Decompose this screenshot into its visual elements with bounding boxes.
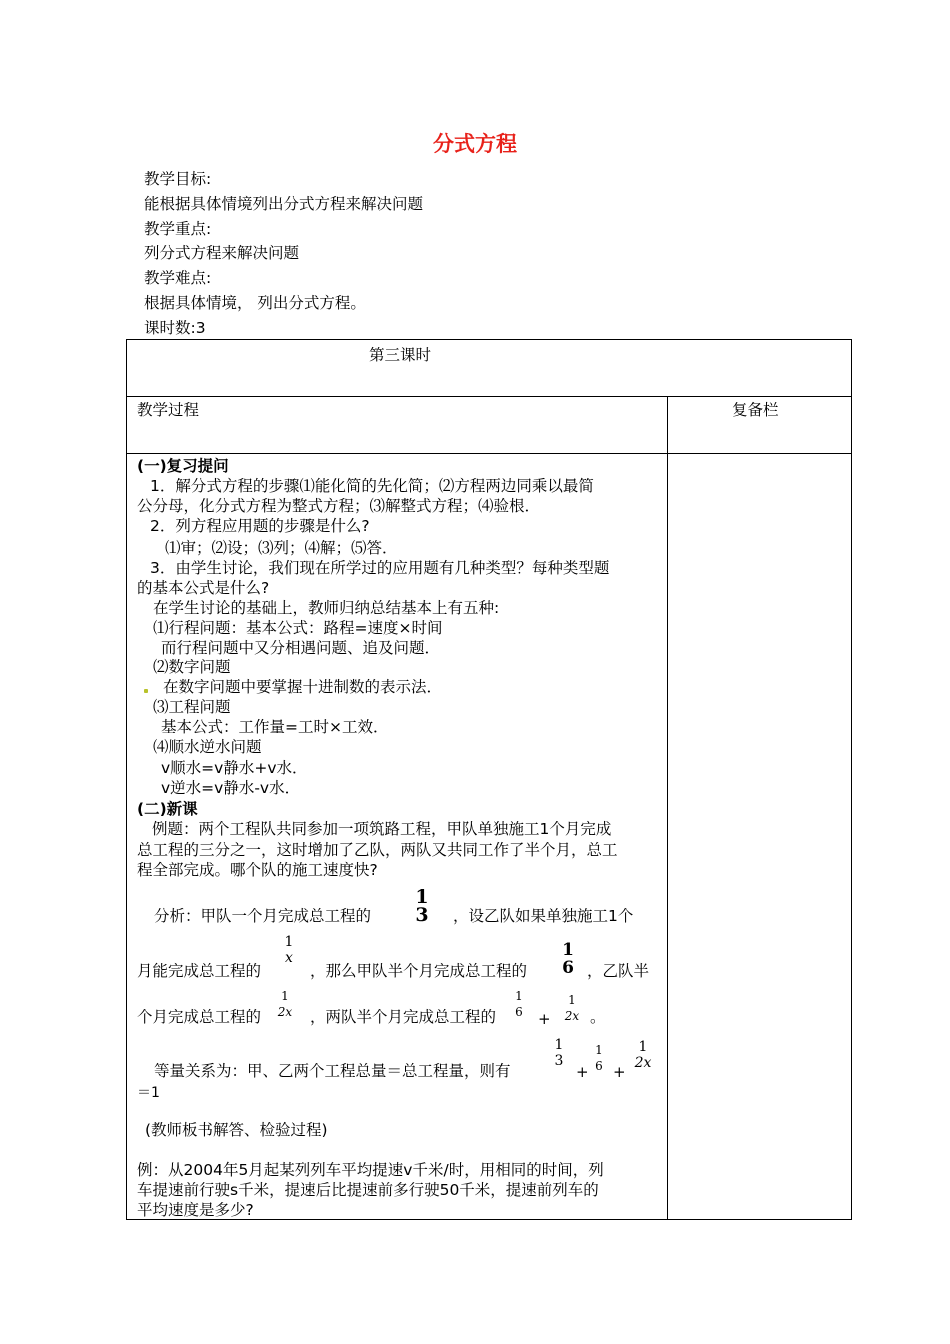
review-line: 1．解分式方程的步骤⑴能化简的先化简；⑵方程两边同乘以最简	[150, 477, 594, 495]
review-line: ⑶工程问题	[153, 698, 231, 716]
review-line: 3．由学生讨论，我们现在所学过的应用题有几种类型？每种类型题	[150, 559, 610, 577]
intro-key-text: 列分式方程来解决问题	[144, 244, 300, 262]
analysis-text: ，那么甲队半个月完成总工程的	[310, 962, 528, 980]
analysis-text: 分析：甲队一个月完成总工程的	[154, 907, 372, 925]
fraction-one-2x: 1 2x	[277, 989, 293, 1019]
review-line: ⑵数字问题	[153, 658, 231, 676]
review-line: v顺水=v静水+v水．	[161, 759, 308, 777]
analysis-text: 个月完成总工程的	[137, 1008, 262, 1026]
plus-sign: +	[613, 1063, 626, 1081]
intro-periods: 课时数:3	[144, 319, 206, 337]
fraction-one-sixth: 1 6	[515, 989, 523, 1019]
fraction-one-third: 1 3	[554, 1037, 564, 1069]
review-heading: (一)复习提问	[137, 457, 229, 475]
equation-text: 等量关系为：甲、乙两个工程总量＝总工程量，则有	[154, 1062, 511, 1080]
table-column-divider	[667, 396, 668, 1219]
process-header: 教学过程	[137, 401, 200, 419]
example-line: 例题：两个工程队共同参加一项筑路工程，甲队单独施工1个月完成	[152, 820, 612, 838]
analysis-text: ，设乙队如果单独施工1个	[453, 907, 634, 925]
equals-one: ＝1	[137, 1085, 160, 1101]
lesson-label: 第三课时	[369, 346, 432, 364]
fraction-one-sixth: 1 6	[595, 1043, 603, 1073]
review-line: 公分母，化分式方程为整式方程；⑶解整式方程；⑷验根．	[137, 497, 541, 515]
example2-line: 例：从2004年5月起某列列车平均提速v千米/时，用相同的时间，列	[137, 1161, 604, 1179]
intro-difficulty-text: 根据具体情境， 列出分式方程。	[144, 294, 366, 312]
plus-sign: +	[576, 1063, 589, 1081]
review-line: 而行程问题中又分相遇问题、追及问题．	[161, 639, 441, 657]
intro-goal-text: 能根据具体情境列出分式方程来解决问题	[144, 195, 424, 213]
table-divider	[127, 396, 851, 397]
review-line: 在学生讨论的基础上，教师归纳总结基本上有五种:	[153, 599, 500, 617]
review-line: 的基本公式是什么?	[137, 579, 270, 597]
plus-sign: +	[538, 1010, 551, 1028]
example2-line: 车提速前行驶s千米，提速后比提速前多行驶50千米，提速前列车的	[137, 1181, 599, 1199]
review-line: ⑷顺水逆水问题	[153, 738, 262, 756]
fraction-one-2x: 1 2x	[564, 993, 580, 1023]
fraction-one-2x: 1 2x	[634, 1039, 652, 1071]
review-line: 基本公式：工作量=工时×工效．	[161, 718, 389, 736]
intro-key-label: 教学重点:	[144, 220, 212, 238]
intro-goal-label: 教学目标:	[144, 170, 212, 188]
annotation-mark	[144, 689, 148, 693]
example2-line: 平均速度是多少?	[137, 1201, 254, 1219]
analysis-text: 月能完成总工程的	[137, 962, 262, 980]
analysis-text: 。	[590, 1008, 606, 1026]
analysis-text: ，两队半个月完成总工程的	[310, 1008, 497, 1026]
review-line: ⑴行程问题：基本公式：路程=速度×时间	[153, 619, 443, 637]
intro-difficulty-label: 教学难点:	[144, 269, 212, 287]
review-line: 在数字问题中要掌握十进制数的表示法．	[163, 678, 443, 696]
review-line: ⑴审；⑵设；⑶列；⑷解；⑸答．	[165, 539, 398, 557]
notes-header: 复备栏	[732, 401, 779, 419]
board-note: (教师板书解答、检验过程)	[145, 1121, 328, 1139]
review-line: 2．列方程应用题的步骤是什么?	[150, 517, 370, 535]
table-divider	[127, 453, 851, 454]
example-line: 总工程的三分之一，这时增加了乙队，两队又共同工作了半个月，总工	[137, 841, 618, 859]
example-line: 程全部完成。哪个队的施工速度快?	[137, 861, 378, 879]
fraction-one-sixth: 1 6	[562, 940, 574, 978]
review-line: v逆水=v静水-v水．	[161, 779, 301, 797]
fraction-one-third: 1 3	[415, 886, 429, 926]
analysis-text: ，乙队半	[587, 962, 650, 980]
page-title: 分式方程	[433, 132, 517, 156]
lesson-table	[126, 339, 852, 1220]
new-lesson-heading: (二)新课	[137, 800, 198, 818]
fraction-one-x: 1 x	[284, 934, 294, 966]
